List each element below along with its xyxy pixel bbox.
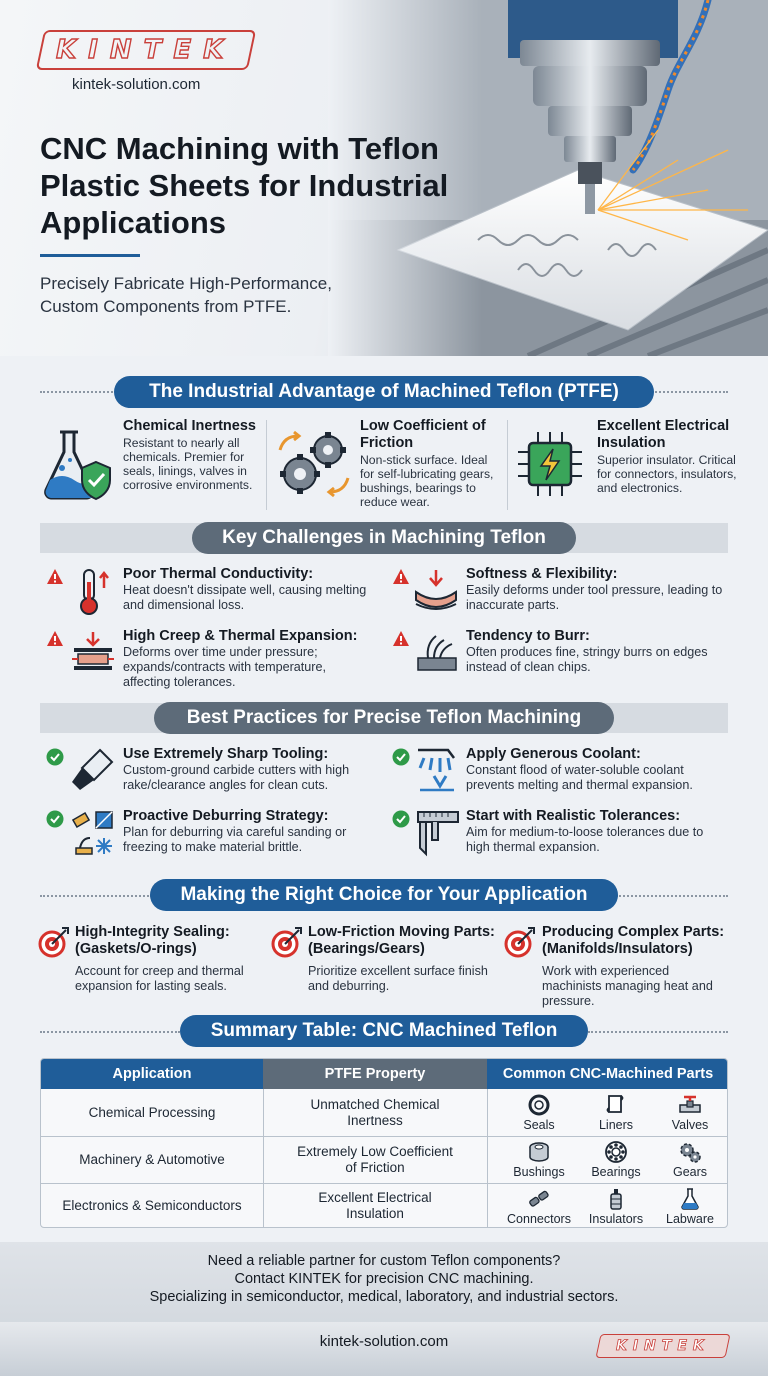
warning-icon bbox=[46, 630, 64, 648]
compress-icon bbox=[70, 630, 116, 678]
logo-text: KINTEK bbox=[56, 35, 236, 65]
seal-ring-icon bbox=[527, 1093, 551, 1117]
part-liners bbox=[584, 1093, 648, 1132]
part-label: Seals bbox=[523, 1118, 555, 1132]
table-divider bbox=[487, 1089, 488, 1228]
challenge-burr bbox=[466, 628, 728, 675]
column-header-property: PTFE Property bbox=[263, 1059, 487, 1089]
practice-coolant bbox=[466, 746, 728, 793]
part-label: Valves bbox=[671, 1118, 709, 1132]
title-underline bbox=[40, 254, 140, 257]
logo-text: KINTEK bbox=[616, 1338, 710, 1354]
challenge-thermal-conductivity bbox=[123, 566, 373, 613]
choice-desc: Account for creep and thermal expansion for lasting seals. bbox=[75, 964, 244, 993]
kintek-logo[interactable] bbox=[36, 30, 257, 70]
practice-title: Apply Generous Coolant: bbox=[466, 746, 641, 762]
coolant-icon bbox=[414, 746, 460, 796]
choice-moving-parts bbox=[308, 924, 500, 994]
deburr-icon bbox=[70, 808, 116, 858]
challenge-creep-expansion bbox=[123, 628, 373, 690]
thermometer-icon bbox=[74, 566, 114, 616]
practice-desc: Aim for medium-to-loose tolerances due to high thermal expansion. bbox=[466, 825, 704, 854]
footer-kintek-logo[interactable] bbox=[595, 1334, 730, 1358]
labware-flask-icon bbox=[678, 1187, 702, 1211]
divider bbox=[588, 1031, 728, 1033]
practice-title: Use Extremely Sharp Tooling: bbox=[123, 746, 329, 762]
burr-icon bbox=[414, 628, 460, 676]
practices-heading: Best Practices for Precise Teflon Machining bbox=[154, 702, 614, 734]
warning-icon bbox=[392, 568, 410, 586]
challenge-desc: Often produces fine, stringy burrs on edges instead of clean chips. bbox=[466, 645, 708, 674]
gears-icon bbox=[276, 428, 352, 500]
table-cell-application: Chemical Processing bbox=[88, 1104, 216, 1120]
summary-heading: Summary Table: CNC Machined Teflon bbox=[180, 1015, 588, 1047]
connector-icon bbox=[527, 1187, 551, 1211]
website-url[interactable]: kintek-solution.com bbox=[72, 76, 201, 93]
divider bbox=[616, 895, 728, 897]
challenges-heading: Key Challenges in Machining Teflon bbox=[192, 522, 576, 554]
challenge-title: Tendency to Burr: bbox=[466, 628, 590, 644]
chip-bolt-icon bbox=[514, 430, 586, 498]
bushing-icon bbox=[527, 1140, 551, 1164]
part-connectors bbox=[507, 1187, 571, 1226]
advantage-electrical-insulation bbox=[597, 418, 737, 516]
column-separator bbox=[266, 420, 267, 510]
check-icon bbox=[392, 810, 410, 828]
choice-title: Low-Friction Moving Parts: (Bearings/Gears) bbox=[308, 924, 495, 957]
choice-desc: Work with experienced machinists managing heat and pressure. bbox=[542, 964, 713, 1008]
table-cell-application: Electronics & Semiconductors bbox=[62, 1198, 242, 1213]
check-icon bbox=[46, 748, 64, 766]
part-label: Connectors bbox=[507, 1212, 571, 1226]
table-cell-property: Excellent Electrical Insulation bbox=[318, 1190, 432, 1221]
practice-title: Start with Realistic Tolerances: bbox=[466, 808, 681, 824]
table-cell-application: Machinery & Automotive bbox=[79, 1151, 225, 1167]
call-to-action bbox=[0, 1252, 768, 1306]
practice-sharp-tooling bbox=[123, 746, 383, 793]
bearing-icon bbox=[604, 1140, 628, 1164]
practice-tolerances bbox=[466, 808, 728, 855]
choice-complex-parts bbox=[542, 924, 732, 1009]
hero-banner bbox=[0, 0, 768, 356]
part-bearings bbox=[584, 1140, 648, 1179]
target-icon bbox=[38, 926, 70, 958]
column-header-parts: Common CNC-Machined Parts bbox=[487, 1059, 728, 1089]
cta-line: Specializing in semiconductor, medical, laboratory, and industrial sectors. bbox=[149, 1289, 619, 1305]
choice-title: Producing Complex Parts: (Manifolds/Insulators) bbox=[542, 924, 725, 957]
table-cell-property: Unmatched Chemical Inertness bbox=[310, 1096, 440, 1128]
check-icon bbox=[46, 810, 64, 828]
table-cell-property: Extremely Low Coefficient of Friction bbox=[297, 1143, 453, 1175]
part-label: Bearings bbox=[591, 1165, 641, 1179]
footer-website-url[interactable]: kintek-solution.com bbox=[319, 1333, 449, 1350]
part-label: Insulators bbox=[588, 1212, 644, 1226]
part-bushings bbox=[507, 1140, 571, 1179]
caliper-icon bbox=[414, 806, 462, 860]
cutter-icon bbox=[70, 746, 116, 794]
choice-title: High-Integrity Sealing: (Gaskets/O-rings) bbox=[75, 924, 230, 957]
challenge-title: Poor Thermal Conductivity: bbox=[123, 566, 314, 582]
valve-icon bbox=[678, 1093, 702, 1117]
check-icon bbox=[392, 748, 410, 766]
practice-deburring bbox=[123, 808, 383, 855]
part-label: Bushings bbox=[513, 1165, 565, 1179]
advantage-desc: Resistant to nearly all chemicals. Premier for seals, linings, valves in corrosive environments. bbox=[123, 436, 253, 492]
challenge-softness bbox=[466, 566, 728, 613]
warning-icon bbox=[46, 568, 64, 586]
part-valves bbox=[658, 1093, 722, 1132]
cta-line: Contact KINTEK for precision CNC machining. bbox=[234, 1271, 534, 1287]
challenge-desc: Deforms over time under pressure; expands/contracts with temperature, affecting tolerances. bbox=[123, 645, 327, 689]
divider bbox=[40, 391, 120, 393]
challenge-desc: Heat doesn't dissipate well, causing melting and dimensional loss. bbox=[123, 583, 367, 612]
choice-heading: Making the Right Choice for Your Application bbox=[150, 879, 618, 911]
advantages-heading: The Industrial Advantage of Machined Teflon (PTFE) bbox=[114, 376, 654, 408]
divider bbox=[40, 895, 152, 897]
advantage-desc: Superior insulator. Critical for connectors, insulators, and electronics. bbox=[597, 453, 737, 495]
challenge-title: Softness & Flexibility: bbox=[466, 566, 618, 582]
page-subtitle: Precisely Fabricate High-Performance, Custom Components from PTFE. bbox=[40, 274, 332, 316]
part-label: Labware bbox=[666, 1212, 714, 1226]
part-labware bbox=[658, 1187, 722, 1226]
advantage-title: Chemical Inertness bbox=[123, 418, 256, 434]
choice-desc: Prioritize excellent surface finish and deburring. bbox=[308, 964, 488, 993]
cta-line: Need a reliable partner for custom Teflon components? bbox=[207, 1253, 561, 1269]
flask-shield-icon bbox=[40, 428, 116, 502]
challenge-desc: Easily deforms under tool pressure, leading to inaccurate parts. bbox=[466, 583, 723, 612]
part-gears bbox=[658, 1140, 722, 1179]
challenge-title: High Creep & Thermal Expansion: bbox=[123, 628, 358, 644]
choice-sealing bbox=[75, 924, 263, 994]
deform-icon bbox=[412, 566, 460, 614]
advantage-low-friction bbox=[360, 418, 500, 516]
advantage-title: Excellent Electrical Insulation bbox=[597, 418, 730, 451]
part-seals bbox=[507, 1093, 571, 1132]
part-insulators bbox=[584, 1187, 648, 1226]
part-label: Liners bbox=[598, 1118, 634, 1132]
insulator-icon bbox=[604, 1187, 628, 1211]
advantage-title: Low Coefficient of Friction bbox=[360, 418, 486, 451]
practice-desc: Constant flood of water-soluble coolant prevents melting and thermal expansion. bbox=[466, 763, 693, 792]
gear-icon bbox=[678, 1140, 702, 1164]
practice-title: Proactive Deburring Strategy: bbox=[123, 808, 329, 824]
target-icon bbox=[271, 926, 303, 958]
advantage-desc: Non-stick surface. Ideal for self-lubricating gears, bushings, bearings to reduce wear. bbox=[360, 453, 494, 509]
divider bbox=[648, 391, 728, 393]
divider bbox=[40, 1031, 180, 1033]
practice-desc: Plan for deburring via careful sanding or freezing to make material brittle. bbox=[123, 825, 347, 854]
liner-icon bbox=[604, 1093, 628, 1117]
part-label: Gears bbox=[672, 1165, 708, 1179]
page-title: CNC Machining with Teflon Plastic Sheets for Industrial Applications bbox=[40, 131, 449, 240]
column-separator bbox=[507, 420, 508, 510]
advantage-chemical-inertness bbox=[123, 418, 263, 516]
column-header-application: Application bbox=[41, 1059, 263, 1089]
practice-desc: Custom-ground carbide cutters with high rake/clearance angles for clean cuts. bbox=[123, 763, 350, 792]
warning-icon bbox=[392, 630, 410, 648]
summary-table bbox=[40, 1058, 728, 1228]
target-icon bbox=[504, 926, 536, 958]
